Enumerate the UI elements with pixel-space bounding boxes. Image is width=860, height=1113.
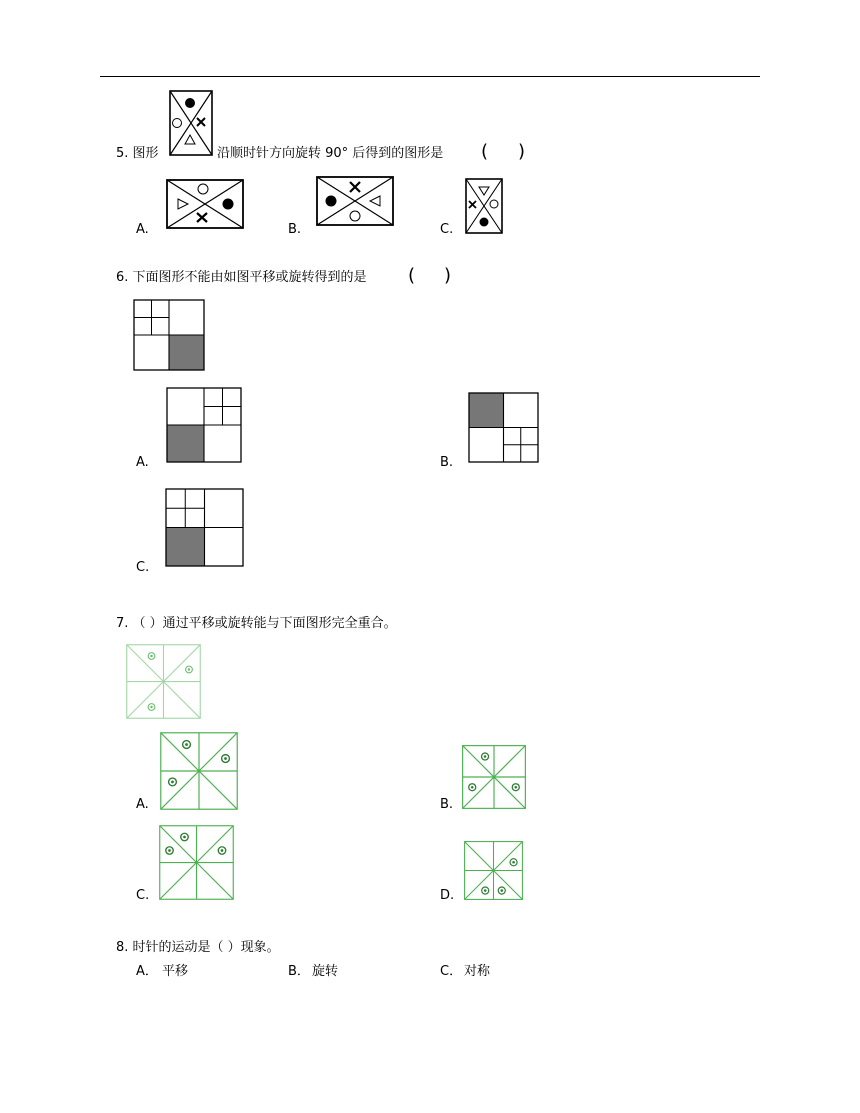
q5-paren-close: ) [518,141,526,162]
q7-option-d-figure [464,841,523,900]
q6-option-a-label[interactable]: A. [136,455,149,470]
q5-option-b-label[interactable]: B. [288,222,302,237]
q7-option-d-label[interactable]: D. [440,888,455,903]
q6-option-b-figure [468,392,539,463]
q8-option-c-text: 对称 [464,964,491,979]
q7-option-b-figure [462,745,526,809]
q5-option-a-label[interactable]: A. [136,222,149,237]
q6-option-b-label[interactable]: B. [440,455,454,470]
q5-figure [169,90,213,156]
header-rule [100,76,760,77]
q5-suffix: 沿顺时针方向旋转 90° 后得到的图形是 [217,146,444,161]
q6-reference-figure [133,299,205,371]
q8-option-b-letter: B． [288,964,310,979]
q7-text: 7. （ ）通过平移或旋转能与下面图形完全重合。 [116,616,397,631]
q6-option-c-label[interactable]: C. [136,560,150,575]
q5-option-c-label[interactable]: C. [440,222,454,237]
q5-option-a-figure [166,179,244,229]
q6-text: 6. 下面图形不能由如图平移或旋转得到的是 [116,270,367,285]
q6-option-a-figure [166,387,242,463]
q6-option-c-figure [165,488,244,567]
q5-paren-open: ( [481,141,489,162]
q6-paren-open: ( [408,265,416,286]
q7-option-a-figure [160,732,238,810]
q5-option-b-figure [316,176,394,226]
q7-option-a-label[interactable]: A. [136,797,149,812]
q8-option-a-letter: A． [136,964,158,979]
q7-option-b-label[interactable]: B. [440,797,454,812]
q5-prefix: 5. 图形 [116,146,159,161]
q6-paren-close: ) [444,265,452,286]
q7-option-c-label[interactable]: C. [136,888,150,903]
q7-reference-figure [126,644,201,719]
q8-text: 8. 时针的运动是（ ）现象。 [116,940,280,955]
q8-option-c-letter: C． [440,964,463,979]
q8-option-b-text: 旋转 [312,964,339,979]
q5-option-c-figure [465,178,503,234]
q8-option-a-text: 平移 [162,964,189,979]
q7-option-c-figure [159,825,234,900]
